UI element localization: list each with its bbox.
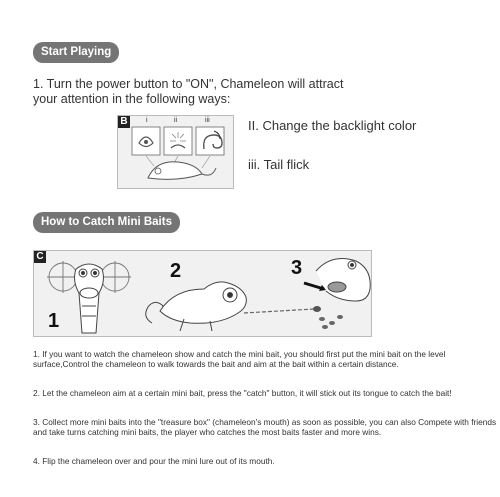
figure-b-tag: B bbox=[118, 116, 130, 128]
figure-b-illustration bbox=[118, 116, 233, 188]
figure-b-label-i: i bbox=[146, 117, 148, 124]
start-playing-heading: Start Playing bbox=[33, 42, 119, 63]
step-2-number: 2 bbox=[170, 260, 182, 282]
item-tail-flick: iii. Tail flick bbox=[248, 157, 310, 172]
item-backlight: II. Change the backlight color bbox=[248, 118, 417, 133]
figure-c-illustration bbox=[34, 251, 371, 336]
figure-c-tag: C bbox=[34, 251, 46, 263]
figure-b bbox=[117, 115, 234, 189]
figure-b-label-ii: ii bbox=[174, 117, 178, 124]
catch-mini-baits-heading: How to Catch Mini Baits bbox=[33, 212, 180, 233]
figure-c bbox=[33, 250, 372, 337]
figure-b-label-iii: iii bbox=[205, 117, 210, 124]
paragraph-2: 2. Let the chameleon aim at a certain mini bait, press the "catch" button, it will stick out its tongue to catch the bait! bbox=[33, 388, 452, 398]
paragraph-1: 1. If you want to watch the chameleon show and catch the mini bait, you should first put the mini bait on the level surface,Control the chameleon to walk towards the bait and aim at the bait within a certain distance. bbox=[33, 349, 446, 370]
paragraph-4: 4. Flip the chameleon over and pour the mini lure out of its mouth. bbox=[33, 456, 275, 466]
intro-text: 1. Turn the power button to "ON", Chameleon will attract your attention in the following ways: bbox=[33, 77, 344, 106]
step-1-number: 1 bbox=[48, 310, 60, 332]
step-3-number: 3 bbox=[291, 257, 303, 279]
paragraph-3: 3. Collect more mini baits into the "treasure box" (chameleon's mouth) as soon as possible, you can also Compete with friends and take turns catching mini baits, the player who catches the most baits faster and more wins. bbox=[33, 417, 497, 438]
